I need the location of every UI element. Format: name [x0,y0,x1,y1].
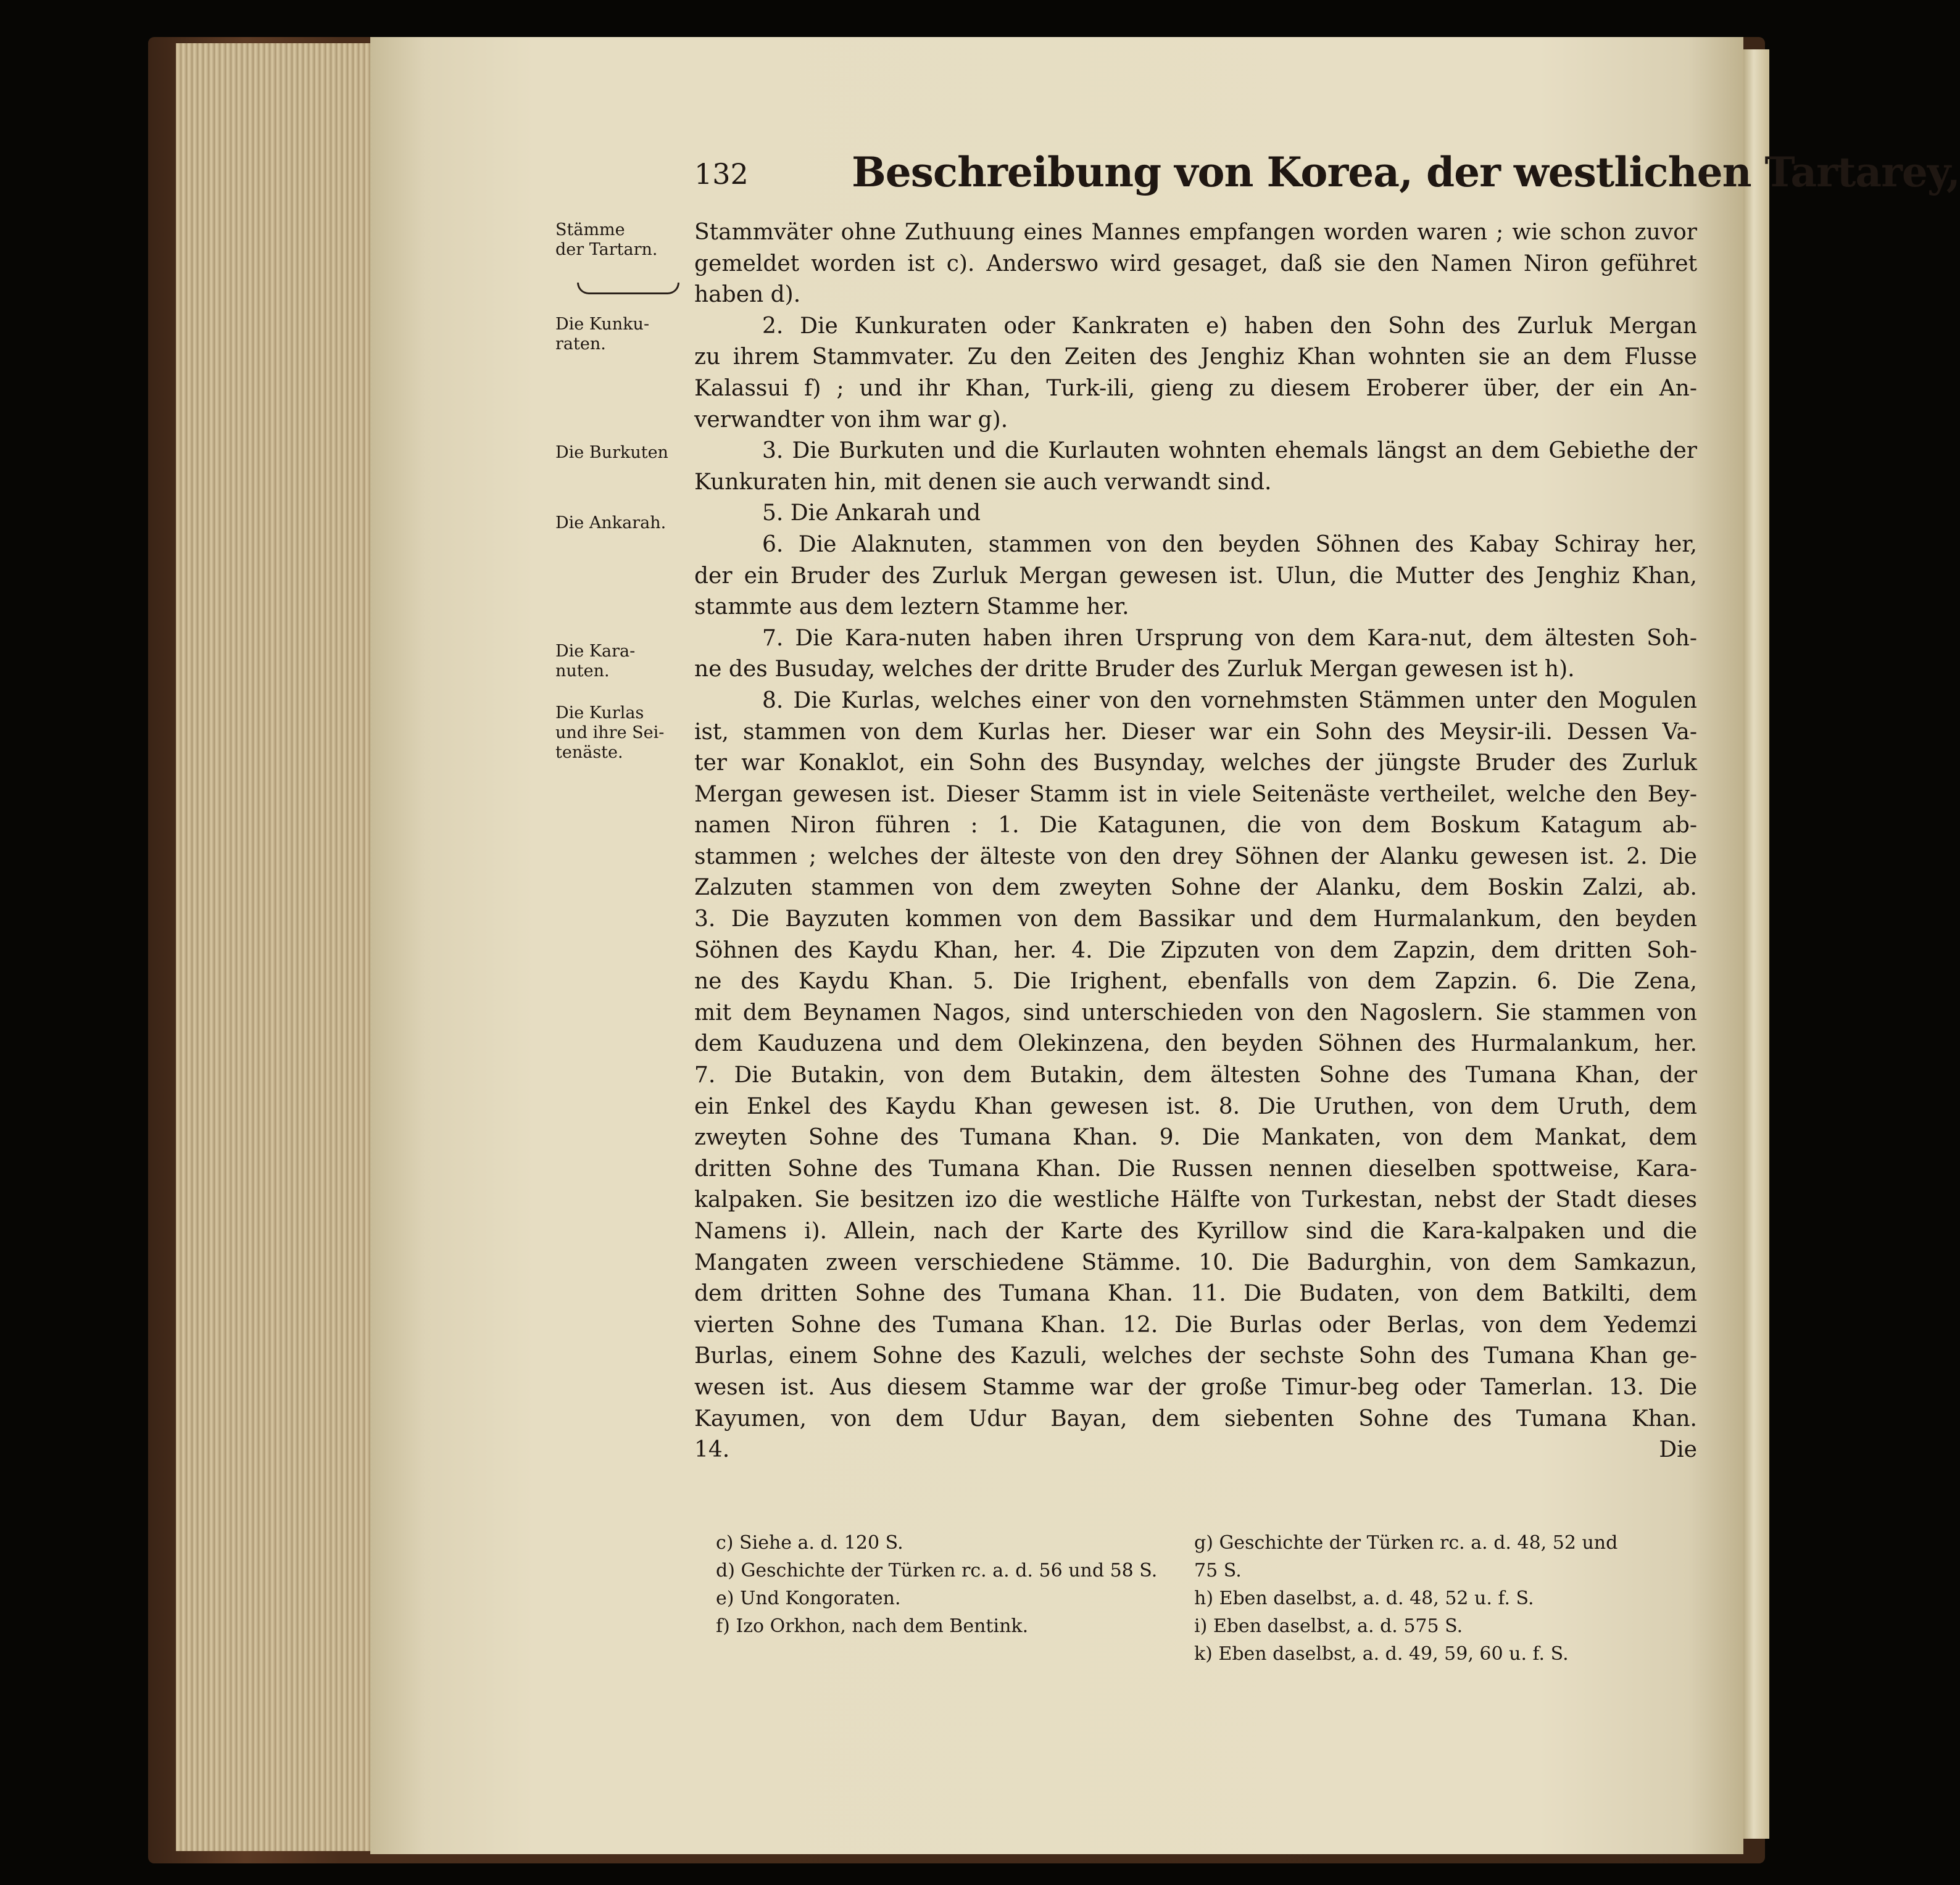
footnote: e) Und Kongoraten. [716,1588,901,1609]
footnote: f) Izo Orkhon, nach dem Bentink. [716,1615,1029,1637]
footnotes-left [716,1529,1197,1640]
text-line: Burlas, einem Sohne des Kazuli, welches der sechste Sohn des Tumana Khan ge- [694,1343,1697,1369]
text-line: Kayumen, von dem Udur Bayan, dem siebenten Sohne des Tumana Khan. [694,1406,1697,1431]
text-line: verwandter von ihm war g). [694,407,1008,433]
sidenote-burkuten: Die Burkuten [555,443,668,462]
sidenote-karanuten: Die Kara- nuten. [555,642,636,681]
text-line: stammte aus dem leztern Stamme her. [694,594,1129,620]
text-line: dritten Sohne des Tumana Khan. Die Russen nennen dieselben spottweise, Kara- [694,1156,1697,1182]
right-page-edge [1743,49,1769,1839]
text-line: 7. Die Kara-nuten haben ihren Ursprung von dem Kara-nut, dem ältesten Soh- [762,625,1697,651]
sidenote-kurlas: Die Kurlas und ihre Sei- tenäste. [555,703,665,762]
footnote: i) Eben daselbst, a. d. 575 S. [1194,1615,1463,1637]
brace-mark [577,283,679,294]
text-line: Mangaten zween verschiedene Stämme. 10. Die Badurghin, von dem Samkazun, [694,1249,1697,1275]
text-line: ne des Kaydu Khan. 5. Die Irighent, ebenfalls von dem Zapzin. 6. Die Zena, [694,969,1697,995]
footnote: c) Siehe a. d. 120 S. [716,1532,903,1554]
text-line: stammen ; welches der älteste von den drey Söhnen der Alanku gewesen ist. 2. Die [694,843,1697,869]
text-line: 14. Die [694,1437,1697,1463]
text-line: ne des Busuday, welches der dritte Bruder des Zurluk Mergan gewesen ist h). [694,657,1575,682]
text-line: der ein Bruder des Zurluk Mergan gewesen ist. Ulun, die Mutter des Jenghiz Khan, [694,563,1697,589]
text-line: 7. Die Butakin, von dem Butakin, dem ältesten Sohne des Tumana Khan, der [694,1063,1697,1088]
sidenote-staemme: Stämme der Tartarn. [555,220,658,259]
text-line: 5. Die Ankarah und [762,500,981,526]
text-line: ist, stammen von dem Kurlas her. Dieser war ein Sohn des Meysir-ili. Dessen Va- [694,719,1697,745]
text-line: 3. Die Burkuten und die Kurlauten wohnten ehemals längst an dem Gebiethe der [762,438,1697,464]
text-line: gemeldet worden ist c). Anderswo wird gesaget, daß sie den Namen Niron geführet [694,251,1697,276]
body-text [694,217,1697,1497]
text-line: Zalzuten stammen von dem zweyten Sohne der Alanku, dem Boskin Zalzi, ab. [694,875,1697,901]
text-line: zu ihrem Stammvater. Zu den Zeiten des Jenghiz Khan wohnten sie an dem Flusse [694,344,1697,370]
text-line: 8. Die Kurlas, welches einer von den vornehmsten Stämmen unter den Mogulen [762,687,1697,713]
footnote: 75 S. [1194,1560,1242,1581]
text-line: wesen ist. Aus diesem Stamme war der große Timur-beg oder Tamerlan. 13. Die [694,1374,1697,1400]
text-line: kalpaken. Sie besitzen izo die westliche Hälfte von Turkestan, nebst der Stadt dieses [694,1187,1697,1213]
text-line: dem dritten Sohne des Tumana Khan. 11. Die Budaten, von dem Batkilti, dem [694,1281,1697,1307]
text-line: Söhnen des Kaydu Khan, her. 4. Die Zipzuten von dem Zapzin, dem dritten Soh- [694,937,1697,963]
running-title: Beschreibung von Korea, der westlichen Tartarey, [852,148,1960,196]
catchword [694,1466,1697,1498]
text-line: namen Niron führen : 1. Die Katagunen, die von dem Boskum Katagum ab- [694,813,1697,839]
sidenote-kunkuraten: Die Kunku- raten. [555,315,650,354]
footnote: k) Eben daselbst, a. d. 49, 59, 60 u. f. S. [1194,1643,1569,1665]
footnote: d) Geschichte der Türken rc. a. d. 56 und 58 S. [716,1560,1158,1581]
text-line: dem Kauduzena und dem Olekinzena, den beyden Söhnen des Hurmalankum, her. [694,1031,1697,1057]
text-line: 6. Die Alaknuten, stammen von den beyden Söhnen des Kabay Schiray her, [762,531,1697,557]
text-line: Stammväter ohne Zuthuung eines Mannes empfangen worden waren ; wie schon zuvor [694,220,1697,245]
text-line: ein Enkel des Kaydu Khan gewesen ist. 8. Die Uruthen, von dem Uruth, dem [694,1093,1697,1119]
footnotes-right [1194,1529,1700,1668]
sidenote-ankarah: Die Ankarah. [555,513,666,532]
footnote: g) Geschichte der Türken rc. a. d. 48, 52 und [1194,1532,1618,1554]
footnote: h) Eben daselbst, a. d. 48, 52 u. f. S. [1194,1588,1534,1609]
text-line: Kalassui f) ; und ihr Khan, Turk-ili, gieng zu diesem Eroberer über, der ein An- [694,375,1697,401]
page-number: 132 [694,157,749,191]
text-line: haben d). [694,282,801,308]
text-line: ter war Konaklot, ein Sohn des Busynday, welches der jüngste Bruder des Zurluk [694,750,1697,776]
page-block-edge [176,43,380,1851]
text-line: Mergan gewesen ist. Dieser Stamm ist in viele Seitenäste vertheilet, welche den Bey- [694,781,1697,807]
text-line: zweyten Sohne des Tumana Khan. 9. Die Mankaten, von dem Mankat, dem [694,1125,1697,1151]
text-line: Kunkuraten hin, mit denen sie auch verwandt sind. [694,469,1272,495]
text-line: 2. Die Kunkuraten oder Kankraten e) haben den Sohn des Zurluk Mergan [762,313,1697,339]
text-line: vierten Sohne des Tumana Khan. 12. Die Burlas oder Berlas, von dem Yedemzi [694,1312,1697,1338]
text-line: Namens i). Allein, nach der Karte des Kyrillow sind die Kara-kalpaken und die [694,1219,1697,1244]
text-line: mit dem Beynamen Nagos, sind unterschieden von den Nagoslern. Sie stammen von [694,1000,1697,1025]
text-line: 3. Die Bayzuten kommen von dem Bassikar und dem Hurmalankum, den beyden [694,906,1697,932]
